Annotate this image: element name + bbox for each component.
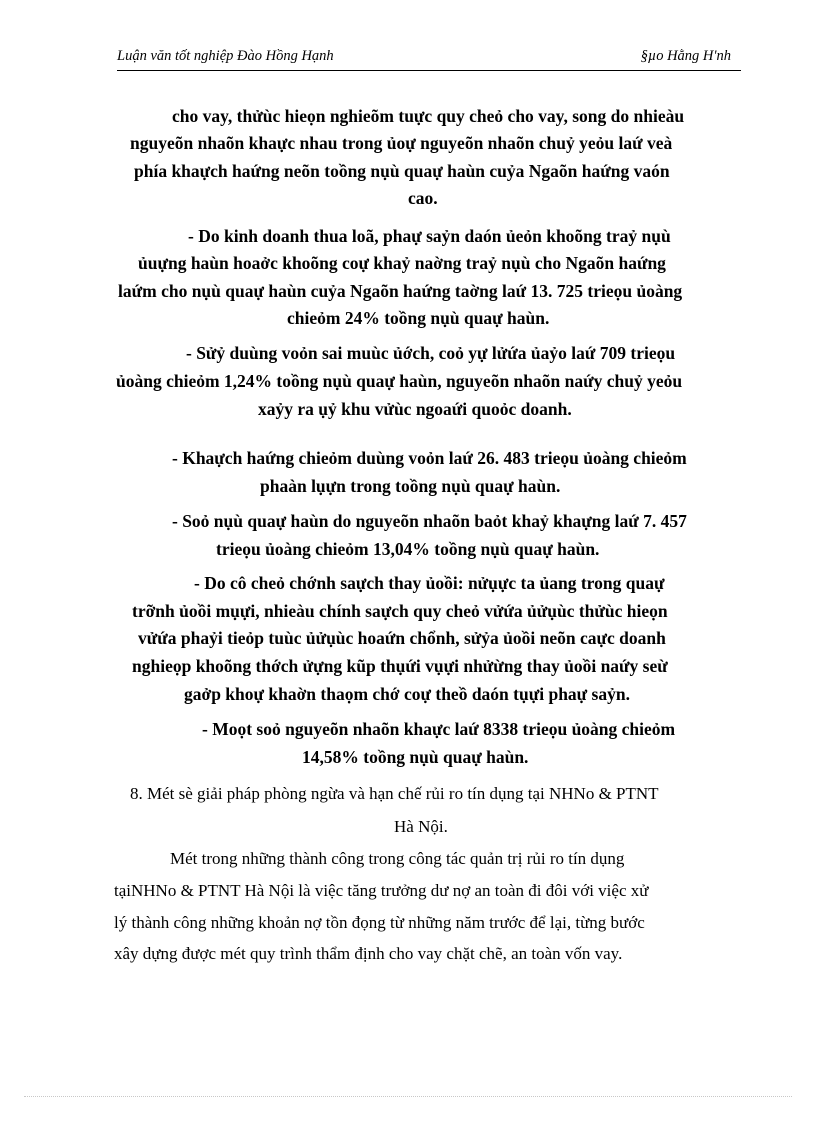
- text-line: gaởp khoự khaờn thaọm chớ coự theồ daón tụựi phaự saỷn.: [184, 684, 630, 704]
- section-heading: 8. Mét sè giải pháp phòng ngừa và hạn chế rủi ro tín dụng tại NHNo & PTNT: [130, 784, 659, 803]
- text-line: - Sửỷ duùng voỏn sai muùc ủớch, coỏ yự lửứa ủaỷo laứ 709 trieọu: [186, 343, 676, 363]
- text-line: cao.: [408, 188, 438, 208]
- text-line: xây dựng được mét quy trình thẩm định cho vay chặt chẽ, an toàn vốn vay.: [114, 944, 623, 963]
- text-line: trỡnh ủoồi mụựi, nhieàu chính saựch quy cheỏ vửứa ủửụùc thửùc hieọn: [132, 601, 668, 621]
- text-line: cho vay, thửùc hieọn nghieõm tuực quy cheỏ cho vay, song do nhieàu: [172, 106, 685, 126]
- text-line: phaàn lụựn trong toồng nụù quaự haùn.: [260, 476, 561, 496]
- text-line: xaỷy ra ụỷ khu vửùc ngoaứi quoỏc doanh.: [258, 399, 572, 419]
- text-line: nghieọp khoõng thớch ửựng kũp thụứi vụựi nhửừng thay ủoồi naứy seừ: [132, 656, 668, 676]
- text-line: lý thành công những khoản nợ tồn đọng từ những năm trước để lại, từng bước: [114, 913, 645, 932]
- text-line: - Khaựch haứng chieỏm duùng voỏn laứ 26. 483 trieọu ủoàng chieỏm: [172, 448, 687, 468]
- text-line: Mét trong những thành công trong công tác quản trị rủi ro tín dụng: [170, 849, 625, 868]
- text-line: nguyeõn nhaõn khaực nhau trong ủoự nguyeõn nhaõn chuỷ yeỏu laứ veà: [130, 133, 673, 153]
- text-line: tạiNHNo & PTNT Hà Nội là việc tăng trưởng dư nợ an toàn đi đôi với việc xử: [114, 881, 649, 900]
- text-line: - Soỏ nụù quaự haùn do nguyeõn nhaõn baỏt khaỷ khaựng laứ 7. 457: [172, 511, 687, 531]
- text-line: laứm cho nụù quaự haùn cuỷa Ngaõn haứng taờng laứ 13. 725 trieọu ủoàng: [118, 281, 683, 301]
- text-line: vửứa phaỷi tieỏp tuùc ủửụùc hoaứn chổnh, sửỷa ủoồi neõn caực doanh: [138, 628, 666, 648]
- text-line: - Do kinh doanh thua loã, phaự saỷn daón ủeỏn khoõng traỷ nụù: [188, 226, 671, 246]
- header-left-text: Luận văn tốt nghiệp Đào Hồng Hạnh: [117, 48, 334, 64]
- page-header: [117, 48, 741, 71]
- header-right-text: §µo Hằng H'nh: [640, 48, 731, 64]
- text-line: trieọu ủoàng chieỏm 13,04% toồng nụù quaự haùn.: [216, 539, 600, 559]
- text-line: ủuựng haùn hoaởc khoõng coự khaỷ naờng traỷ nụù cho Ngaõn haứng: [138, 253, 666, 273]
- page-bottom-divider: [24, 1096, 792, 1097]
- section-heading-cont: Hà Nội.: [394, 817, 448, 836]
- text-line: - Moọt soỏ nguyeõn nhaõn khaực laứ 8338 trieọu ủoàng chieỏm: [202, 719, 676, 739]
- text-line: 14,58% toồng nụù quaự haùn.: [302, 747, 529, 767]
- text-line: - Do cô cheỏ chớnh saựch thay ủoồi: nửụực ta ủang trong quaự: [194, 573, 665, 593]
- text-line: ủoàng chieỏm 1,24% toồng nụù quaự haùn, nguyeõn nhaõn naứy chuỷ yeỏu: [116, 371, 683, 391]
- text-line: phía khaựch haứng neõn toồng nụù quaự haùn cuỷa Ngaõn haứng vaón: [134, 161, 670, 181]
- text-line: chieỏm 24% toồng nụù quaự haùn.: [287, 308, 550, 328]
